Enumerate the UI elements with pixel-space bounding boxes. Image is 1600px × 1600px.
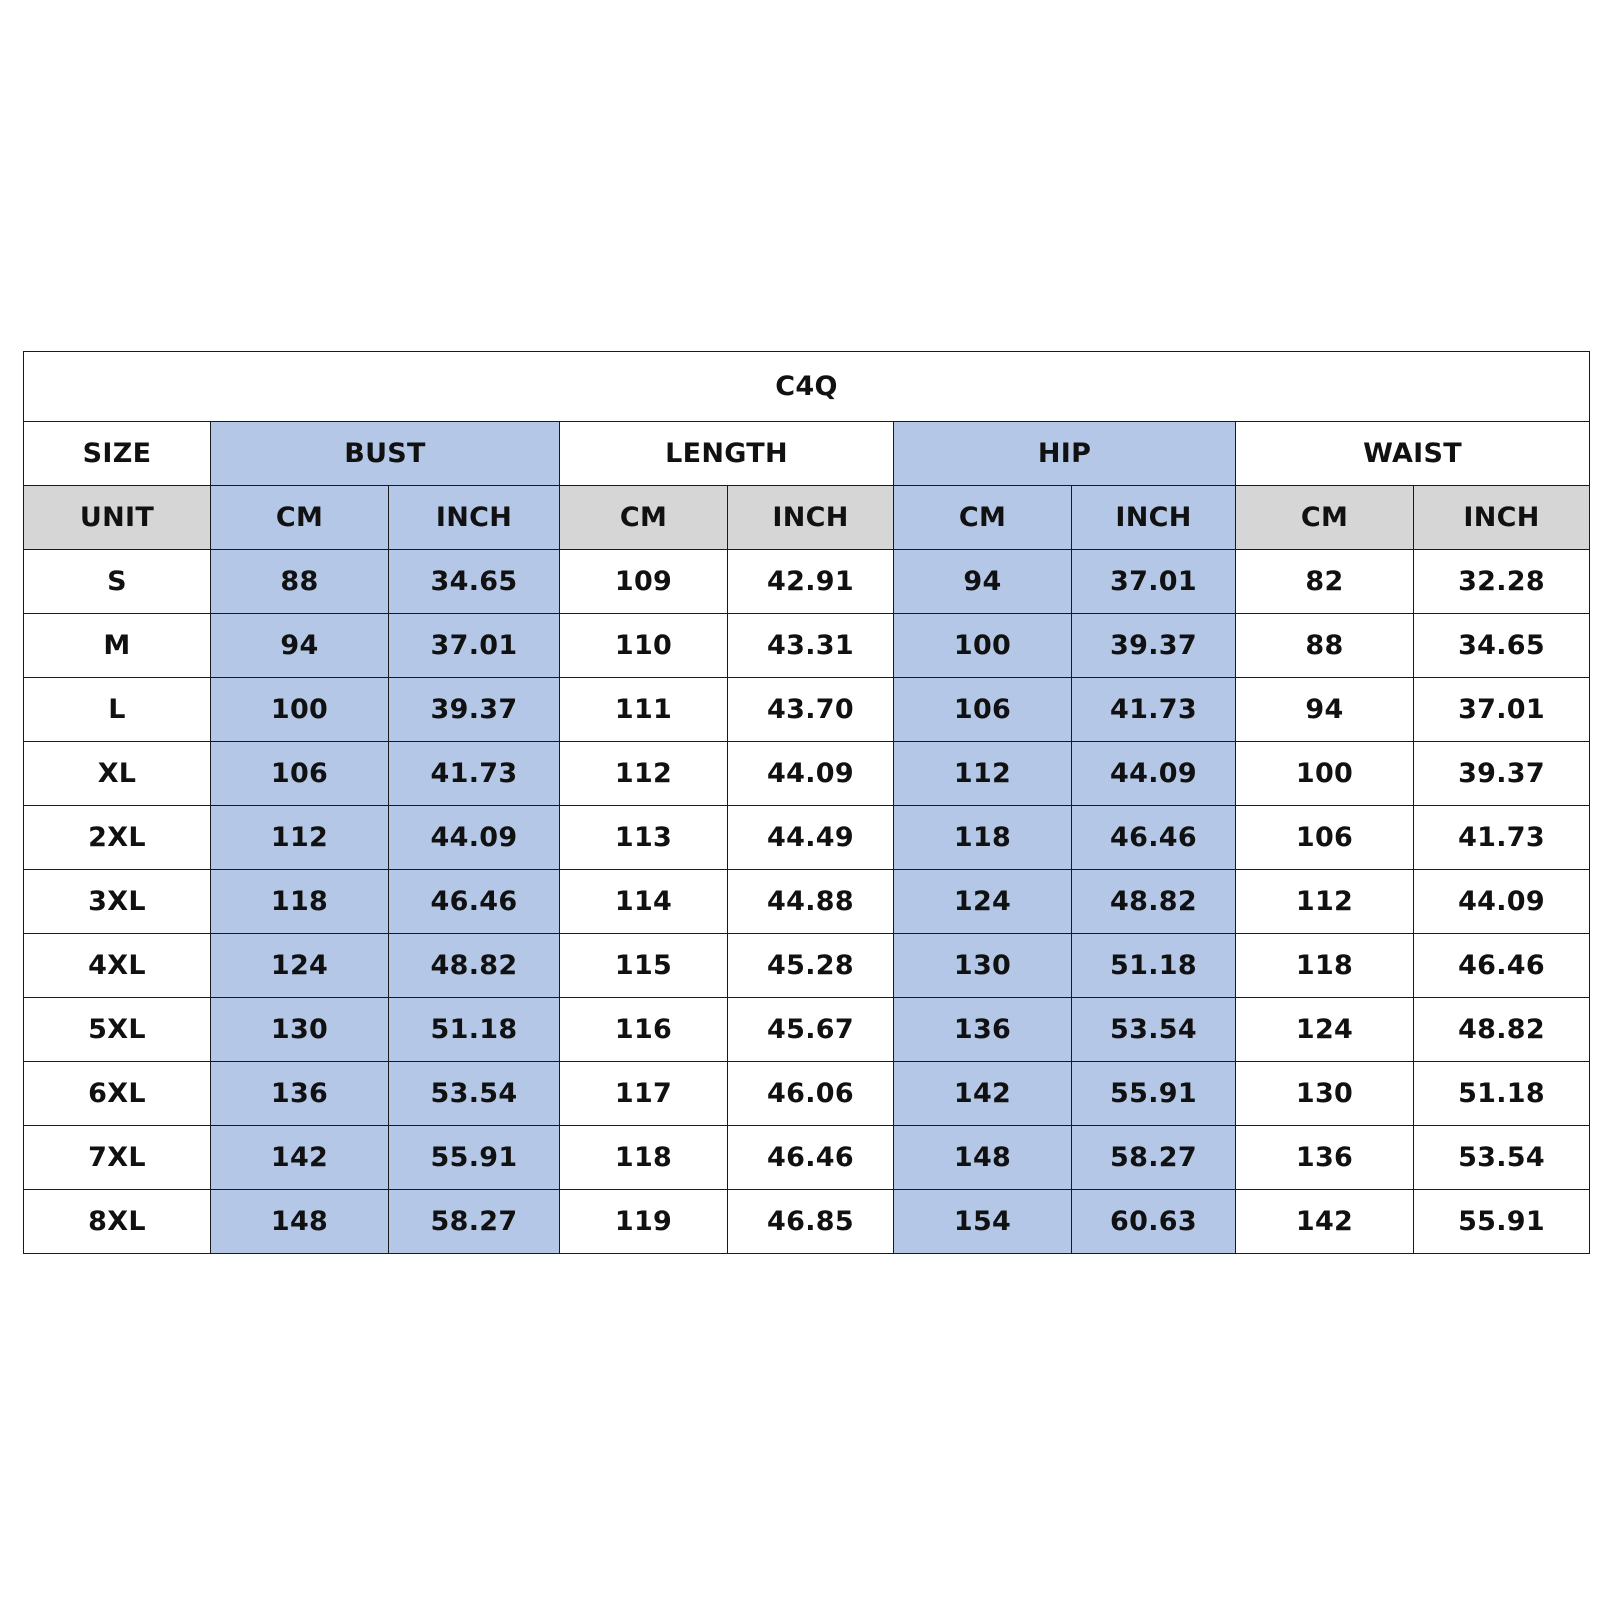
group-header-row	[24, 422, 1590, 486]
unit-bust-cm: CM	[211, 486, 389, 550]
hip-inch-cell: 53.54	[1072, 998, 1236, 1062]
hip-inch-cell: 41.73	[1072, 678, 1236, 742]
hip-inch-cell: 46.46	[1072, 806, 1236, 870]
length-cm-cell: 111	[560, 678, 728, 742]
hip-cm-cell: 130	[894, 934, 1072, 998]
length-inch-cell: 46.06	[728, 1062, 894, 1126]
group-header-hip: HIP	[894, 422, 1236, 486]
waist-inch-cell: 44.09	[1414, 870, 1590, 934]
waist-cm-cell: 130	[1236, 1062, 1414, 1126]
length-cm-cell: 118	[560, 1126, 728, 1190]
length-inch-cell: 43.70	[728, 678, 894, 742]
hip-cm-cell: 154	[894, 1190, 1072, 1254]
waist-inch-cell: 34.65	[1414, 614, 1590, 678]
waist-cm-cell: 136	[1236, 1126, 1414, 1190]
waist-cm-cell: 124	[1236, 998, 1414, 1062]
length-inch-cell: 44.09	[728, 742, 894, 806]
length-cm-cell: 115	[560, 934, 728, 998]
unit-length-inch: INCH	[728, 486, 894, 550]
title-row	[24, 352, 1590, 422]
bust-inch-cell: 58.27	[389, 1190, 560, 1254]
bust-cm-cell: 118	[211, 870, 389, 934]
length-cm-cell: 117	[560, 1062, 728, 1126]
bust-cm-cell: 148	[211, 1190, 389, 1254]
waist-cm-cell: 94	[1236, 678, 1414, 742]
size-cell: M	[24, 614, 211, 678]
bust-inch-cell: 41.73	[389, 742, 560, 806]
waist-inch-cell: 39.37	[1414, 742, 1590, 806]
waist-inch-cell: 48.82	[1414, 998, 1590, 1062]
waist-cm-cell: 142	[1236, 1190, 1414, 1254]
chart-title: C4Q	[24, 352, 1590, 422]
hip-cm-cell: 106	[894, 678, 1072, 742]
table-row	[24, 806, 1590, 870]
waist-inch-cell: 53.54	[1414, 1126, 1590, 1190]
bust-inch-cell: 39.37	[389, 678, 560, 742]
waist-cm-cell: 118	[1236, 934, 1414, 998]
length-cm-cell: 119	[560, 1190, 728, 1254]
unit-length-cm: CM	[560, 486, 728, 550]
size-chart-table	[23, 351, 1590, 1254]
bust-inch-cell: 37.01	[389, 614, 560, 678]
length-inch-cell: 46.85	[728, 1190, 894, 1254]
table-row	[24, 742, 1590, 806]
bust-cm-cell: 136	[211, 1062, 389, 1126]
size-cell: L	[24, 678, 211, 742]
size-cell: 8XL	[24, 1190, 211, 1254]
unit-waist-inch: INCH	[1414, 486, 1590, 550]
waist-inch-cell: 41.73	[1414, 806, 1590, 870]
hip-inch-cell: 60.63	[1072, 1190, 1236, 1254]
bust-inch-cell: 46.46	[389, 870, 560, 934]
waist-cm-cell: 88	[1236, 614, 1414, 678]
size-cell: 6XL	[24, 1062, 211, 1126]
hip-inch-cell: 48.82	[1072, 870, 1236, 934]
table-row	[24, 550, 1590, 614]
table-row	[24, 678, 1590, 742]
bust-inch-cell: 55.91	[389, 1126, 560, 1190]
bust-inch-cell: 51.18	[389, 998, 560, 1062]
hip-inch-cell: 44.09	[1072, 742, 1236, 806]
bust-inch-cell: 44.09	[389, 806, 560, 870]
size-header: SIZE	[24, 422, 211, 486]
bust-inch-cell: 53.54	[389, 1062, 560, 1126]
bust-cm-cell: 124	[211, 934, 389, 998]
table-row	[24, 614, 1590, 678]
length-cm-cell: 110	[560, 614, 728, 678]
unit-header-row	[24, 486, 1590, 550]
bust-cm-cell: 100	[211, 678, 389, 742]
hip-cm-cell: 148	[894, 1126, 1072, 1190]
hip-inch-cell: 37.01	[1072, 550, 1236, 614]
waist-cm-cell: 112	[1236, 870, 1414, 934]
waist-inch-cell: 32.28	[1414, 550, 1590, 614]
length-inch-cell: 42.91	[728, 550, 894, 614]
group-header-bust: BUST	[211, 422, 560, 486]
length-cm-cell: 109	[560, 550, 728, 614]
waist-cm-cell: 106	[1236, 806, 1414, 870]
bust-cm-cell: 142	[211, 1126, 389, 1190]
unit-hip-cm: CM	[894, 486, 1072, 550]
hip-cm-cell: 94	[894, 550, 1072, 614]
size-cell: 7XL	[24, 1126, 211, 1190]
waist-cm-cell: 100	[1236, 742, 1414, 806]
table-row	[24, 1062, 1590, 1126]
length-inch-cell: 44.88	[728, 870, 894, 934]
bust-cm-cell: 94	[211, 614, 389, 678]
bust-cm-cell: 112	[211, 806, 389, 870]
size-cell: 5XL	[24, 998, 211, 1062]
table-row	[24, 1190, 1590, 1254]
unit-bust-inch: INCH	[389, 486, 560, 550]
table-row	[24, 998, 1590, 1062]
waist-inch-cell: 46.46	[1414, 934, 1590, 998]
length-cm-cell: 112	[560, 742, 728, 806]
hip-cm-cell: 100	[894, 614, 1072, 678]
hip-inch-cell: 51.18	[1072, 934, 1236, 998]
waist-inch-cell: 37.01	[1414, 678, 1590, 742]
table-row	[24, 934, 1590, 998]
bust-inch-cell: 34.65	[389, 550, 560, 614]
unit-header: UNIT	[24, 486, 211, 550]
size-cell: S	[24, 550, 211, 614]
size-cell: 3XL	[24, 870, 211, 934]
length-inch-cell: 45.28	[728, 934, 894, 998]
bust-cm-cell: 88	[211, 550, 389, 614]
bust-inch-cell: 48.82	[389, 934, 560, 998]
size-cell: 4XL	[24, 934, 211, 998]
size-cell: XL	[24, 742, 211, 806]
waist-inch-cell: 51.18	[1414, 1062, 1590, 1126]
table-row	[24, 870, 1590, 934]
hip-cm-cell: 136	[894, 998, 1072, 1062]
hip-cm-cell: 112	[894, 742, 1072, 806]
hip-inch-cell: 55.91	[1072, 1062, 1236, 1126]
length-cm-cell: 116	[560, 998, 728, 1062]
unit-waist-cm: CM	[1236, 486, 1414, 550]
length-cm-cell: 113	[560, 806, 728, 870]
hip-cm-cell: 142	[894, 1062, 1072, 1126]
length-inch-cell: 43.31	[728, 614, 894, 678]
bust-cm-cell: 106	[211, 742, 389, 806]
length-inch-cell: 46.46	[728, 1126, 894, 1190]
table-row	[24, 1126, 1590, 1190]
hip-inch-cell: 58.27	[1072, 1126, 1236, 1190]
group-header-waist: WAIST	[1236, 422, 1590, 486]
length-inch-cell: 44.49	[728, 806, 894, 870]
hip-cm-cell: 118	[894, 806, 1072, 870]
group-header-length: LENGTH	[560, 422, 894, 486]
bust-cm-cell: 130	[211, 998, 389, 1062]
waist-cm-cell: 82	[1236, 550, 1414, 614]
hip-inch-cell: 39.37	[1072, 614, 1236, 678]
size-cell: 2XL	[24, 806, 211, 870]
waist-inch-cell: 55.91	[1414, 1190, 1590, 1254]
unit-hip-inch: INCH	[1072, 486, 1236, 550]
length-inch-cell: 45.67	[728, 998, 894, 1062]
hip-cm-cell: 124	[894, 870, 1072, 934]
length-cm-cell: 114	[560, 870, 728, 934]
